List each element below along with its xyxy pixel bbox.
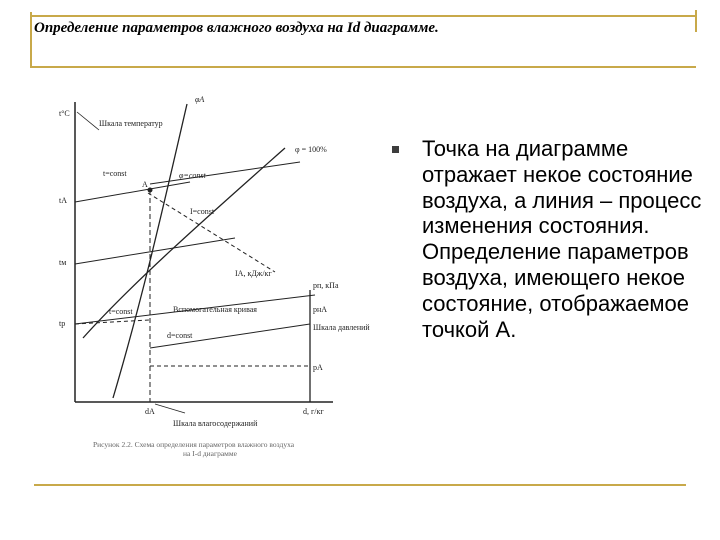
bottom-frame-line (34, 484, 686, 486)
phi-a-label: φА (195, 95, 205, 104)
d-scale-label: Шкала влагосодержаний (173, 419, 258, 428)
t-const-label-2: t=const (109, 307, 133, 316)
figure-caption-line-1: Рисунок 2.2. Схема определения параметров влажного воздуха (93, 440, 295, 449)
p-a-label: pА (313, 363, 323, 372)
t-const-line-a (75, 182, 190, 202)
title-underline (30, 66, 696, 68)
t-a-label: tА (59, 196, 67, 205)
point-a-label: А (142, 180, 148, 189)
temp-scale-pointer (77, 112, 99, 130)
d-const-label: d=const (167, 331, 193, 340)
id-diagram-svg (55, 90, 375, 470)
t-axis-label: t°C (59, 109, 70, 118)
slide-title: Определение параметров влажного воздуха на Id диаграмме. (34, 20, 439, 36)
d-a-label: dА (145, 407, 155, 416)
p-na-label: pнА (313, 305, 328, 314)
point-a (148, 188, 153, 193)
bullet-list (392, 136, 702, 342)
p-scale-label: Шкала давлений (313, 323, 370, 332)
phi-100-label: φ = 100% (295, 145, 327, 154)
t-const-label: t=const (103, 169, 127, 178)
i-const-label: I=const (190, 207, 215, 216)
aux-curve-label: Вспомогательная кривая (173, 305, 257, 314)
phi-const-label: φ=const (179, 171, 206, 180)
t-p-label: tр (59, 319, 66, 328)
temp-scale-label: Шкала температур (99, 119, 163, 128)
square-bullet-icon (392, 146, 399, 153)
p-axis-label: pп, кПа (313, 281, 339, 290)
right-frame-tick (695, 10, 697, 32)
t-m-label: tм (59, 258, 67, 267)
figure-caption-line-2: на I-d диаграмме (183, 449, 237, 458)
moisture-scale-pointer (155, 404, 185, 413)
bullet-text: Точка на диаграмме отражает некое состояние воздуха, а линия – процесс изменения состояния. Определение параметров воздуха, имеющего некое состояние, отображаемое точкой А. (422, 136, 702, 342)
d-axis-label: d, г/кг (303, 407, 324, 416)
i-const-line (148, 193, 275, 272)
left-frame-line (30, 12, 32, 66)
top-frame-line (30, 15, 696, 17)
dew-point-dash (75, 320, 150, 324)
id-diagram (55, 90, 375, 470)
i-a-label: IA, кДж/кг (235, 269, 272, 278)
